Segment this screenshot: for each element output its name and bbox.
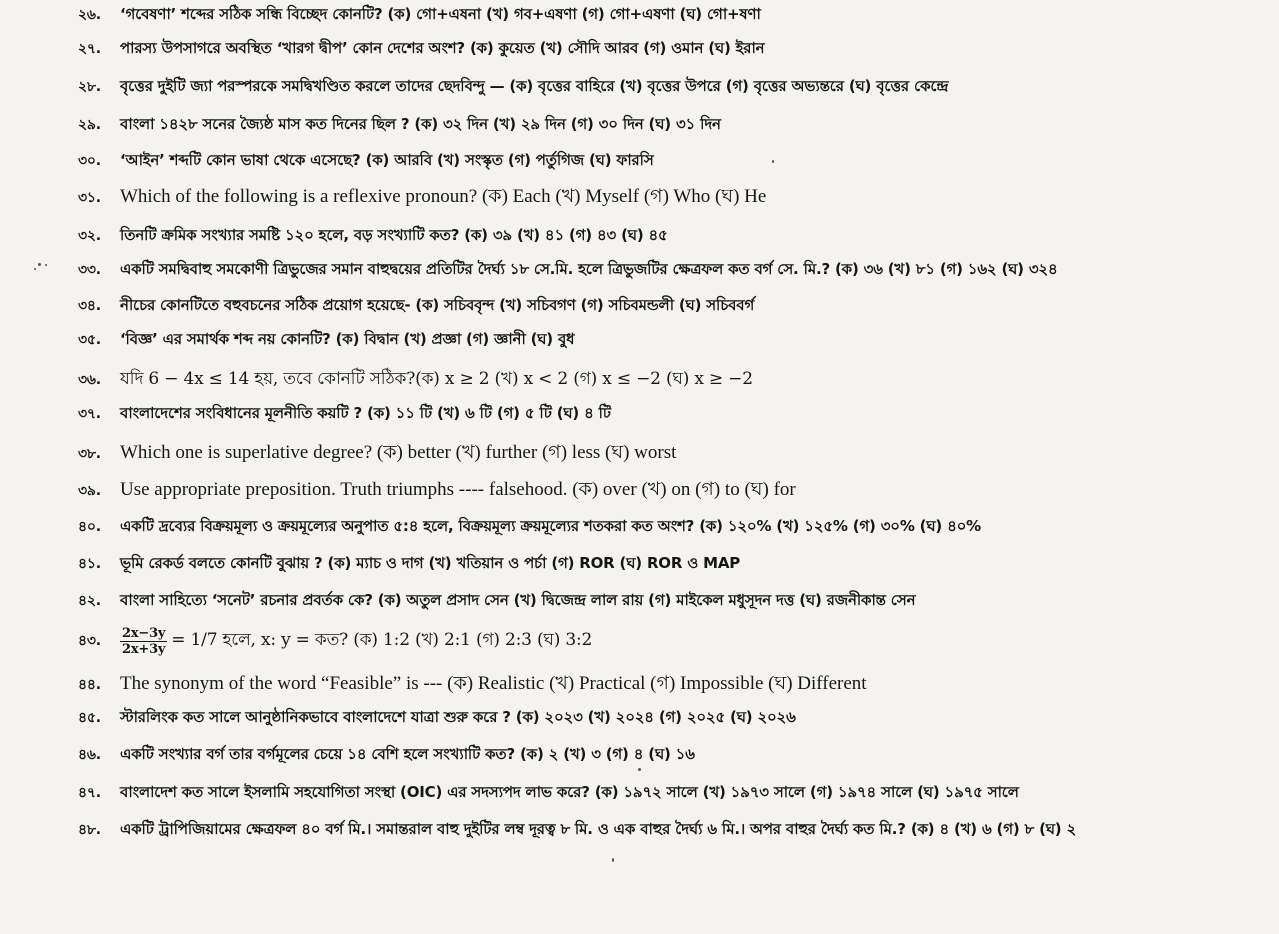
question-number: ৩৫.: [78, 332, 101, 348]
question-text: স্টারলিংক কত সালে আনুষ্ঠানিকভাবে বাংলাদেশে যাত্রা শুরু করে ? (ক) ২০২৩ (খ) ২০২৪ (গ) ২০২৫ (ঘ) ২০২৬: [120, 707, 796, 726]
question-46: [78, 743, 1275, 767]
question-number: ৩৪.: [78, 298, 101, 314]
question-37: [78, 402, 1275, 426]
question-text: Use appropriate preposition. Truth triumphs ---- falsehood. (ক) over (খ) on (গ) to (ঘ) for: [120, 479, 796, 500]
question-number: ৪৫.: [78, 710, 101, 726]
question-number: ৩২.: [78, 228, 101, 244]
question-text: ‘গবেষণা’ শব্দের সঠিক সন্ধি বিচ্ছেদ কোনটি? (ক) গো+এষনা (খ) গব+এষণা (গ) গো+এষণা (ঘ) গো+ষণা: [120, 4, 761, 23]
question-number: ৩৬.: [78, 372, 101, 388]
question-text: ‘আইন’ শব্দটি কোন ভাষা থেকে এসেছে? (ক) আরবি (খ) সংস্কৃত (গ) পর্তুগিজ (ঘ) ফারসি: [120, 150, 654, 169]
question-text: The synonym of the word “Feasible” is --- (ক) Realistic (খ) Practical (গ) Impossible (ঘ) Different: [120, 673, 867, 694]
question-number: ৩৮.: [78, 446, 101, 462]
question-number: ৩৩.: [78, 262, 101, 278]
fraction-denominator: 2x+3y: [122, 641, 166, 657]
question-47: [78, 781, 1275, 805]
fraction: [120, 626, 167, 657]
scan-speck: [638, 768, 641, 771]
question-text: বাংলা সাহিত্যে ‘সনেট’ রচনার প্রবর্তক কে? (ক) অতুল প্রসাদ সেন (খ) দ্বিজেন্দ্র লাল রায় (গ) মাইকেল মধুসূদন দত্ত (ঘ) রজনীকান্ত সেন: [120, 590, 916, 609]
question-42: [78, 589, 1275, 613]
question-44: [78, 672, 1275, 698]
question-35: [78, 328, 1275, 352]
question-41: [78, 551, 1275, 577]
question-31: [78, 185, 1275, 211]
question-number: ৪৬.: [78, 747, 101, 763]
question-33: [78, 258, 1275, 282]
scan-speck: [612, 858, 614, 862]
question-number: ৩১.: [78, 190, 101, 206]
question-text: একটি সমদ্বিবাহু সমকোণী ত্রিভুজের সমান বাহুদ্বয়ের প্রতিটির দৈর্ঘ্য ১৮ সে.মি. হলে ত্রিভুজটির ক্ষেত্রফল কত বর্গ সে. মি.? (ক) ৩৬ (খ) ৮১ (গ) ১৬২ (ঘ) ৩২৪: [120, 259, 1058, 278]
question-text: Which of the following is a reflexive pronoun? (ক) Each (খ) Myself (গ) Who (ঘ) He: [120, 186, 767, 207]
question-43: [78, 620, 1275, 662]
question-text: ‘বিজ্ঞ’ এর সমার্থক শব্দ নয় কোনটি? (ক) বিদ্বান (খ) প্রজ্ঞা (গ) জ্ঞানী (ঘ) বুধ: [120, 329, 575, 348]
question-number: ২৬.: [78, 7, 101, 23]
question-32: [78, 224, 1275, 248]
question-text: ভূমি রেকর্ড বলতে কোনটি বুঝায় ? (ক) ম্যাচ ও দাগ (খ) খতিয়ান ও পর্চা (গ) ROR (ঘ) ROR ও MAP: [120, 553, 741, 572]
question-text: নীচের কোনটিতে বহুবচনের সঠিক প্রয়োগ হয়েছে- (ক) সচিববৃন্দ (খ) সচিবগণ (গ) সচিবমন্ডলী (ঘ) সচিববর্গ: [120, 295, 755, 314]
scan-speck: [45, 264, 47, 266]
question-text: একটি সংখ্যার বর্গ তার বর্গমূলের চেয়ে ১৪ বেশি হলে সংখ্যাটি কত? (ক) ২ (খ) ৩ (গ) ৪ (ঘ) ১৬: [120, 744, 695, 763]
scan-speck: [38, 263, 41, 266]
question-number: ৪৭.: [78, 785, 101, 801]
question-text: একটি দ্রব্যের বিক্রয়মূল্য ও ক্রয়মূল্যের অনুপাত ৫:৪ হলে, বিক্রয়মূল্য ক্রয়মূল্যের শতকরা কত অংশ? (ক) ১২০% (খ) ১২৫% (গ) ৩০% (ঘ) ৪০%: [120, 516, 981, 535]
question-text: একটি ট্রাপিজিয়ামের ক্ষেত্রফল ৪০ বর্গ মি.। সমান্তরাল বাহু দুইটির লম্ব দূরত্ব ৮ মি. ও এক বাহুর দৈর্ঘ্য ৬ মি.। অপর বাহুর দৈর্ঘ্য কত মি.? (ক) ৪ (খ) ৬ (গ) ৮ (ঘ) ২: [120, 819, 1077, 838]
question-38: [78, 441, 1275, 467]
question-number: ৪১.: [78, 556, 101, 572]
question-text: বৃত্তের দুইটি জ্যা পরস্পরকে সমদ্বিখণ্ডিত করলে তাদের ছেদবিন্দু — (ক) বৃত্তের বাহিরে (খ) বৃত্তের উপরে (গ) বৃত্তের অভ্যন্তরে (ঘ) বৃত্তের কেন্দ্রে: [120, 76, 949, 95]
question-text: = 1/7 হলে, x: y = কত? (ক) 1:2 (খ) 2:1 (গ) 2:3 (ঘ) 3:2: [171, 630, 593, 650]
question-39: [78, 478, 1275, 504]
question-number: ৪৩.: [78, 633, 101, 649]
question-number: ৪৪.: [78, 677, 101, 693]
question-40: [78, 515, 1275, 539]
question-number: ৪৮.: [78, 822, 101, 838]
question-text: Which one is superlative degree? (ক) better (খ) further (গ) less (ঘ) worst: [120, 442, 677, 463]
scan-speck: [34, 268, 36, 270]
question-number: ২৯.: [78, 117, 101, 133]
question-text: তিনটি ক্রমিক সংখ্যার সমষ্টি ১২০ হলে, বড় সংখ্যাটি কত? (ক) ৩৯ (খ) ৪১ (গ) ৪৩ (ঘ) ৪৫: [120, 225, 668, 244]
question-text: বাংলাদেশ কত সালে ইসলামি সহযোগিতা সংস্থা (OIC) এর সদস্যপদ লাভ করে? (ক) ১৯৭২ সালে (খ) ১৯৭৩ সালে (গ) ১৯৭৪ সালে (ঘ) ১৯৭৫ সালে: [120, 782, 1019, 801]
question-27: [78, 37, 1275, 61]
question-34: [78, 294, 1275, 318]
question-number: ২৭.: [78, 41, 101, 57]
question-number: ৩৯.: [78, 483, 101, 499]
question-36: [78, 367, 1275, 393]
question-number: ৩০.: [78, 153, 101, 169]
question-28: [78, 75, 1275, 99]
question-number: ৪২.: [78, 593, 101, 609]
question-text: বাংলাদেশের সংবিধানের মূলনীতি কয়টি ? (ক) ১১ টি (খ) ৬ টি (গ) ৫ টি (ঘ) ৪ টি: [120, 403, 611, 422]
question-26: [78, 4, 1275, 26]
question-45: [78, 706, 1275, 730]
question-number: ২৮.: [78, 79, 101, 95]
question-48: [78, 818, 1275, 842]
question-29: [78, 113, 1275, 137]
question-30: [78, 149, 1275, 173]
fraction-numerator: 2x−3y: [122, 625, 166, 641]
question-number: ৩৭.: [78, 406, 101, 422]
question-number: ৪০.: [78, 519, 101, 535]
question-text: পারস্য উপসাগরে অবস্থিত ‘খারগ দ্বীপ’ কোন দেশের অংশ? (ক) কুয়েত (খ) সৌদি আরব (গ) ওমান (ঘ) ইরান: [120, 38, 765, 57]
question-text: যদি 6 − 4x ≤ 14 হয়, তবে কোনটি সঠিক?(ক) x ≥ 2 (খ) x < 2 (গ) x ≤ −2 (ঘ) x ≥ −2: [120, 369, 753, 389]
question-text: বাংলা ১৪২৮ সনের জ্যৈষ্ঠ মাস কত দিনের ছিল ? (ক) ৩২ দিন (খ) ২৯ দিন (গ) ৩০ দিন (ঘ) ৩১ দিন: [120, 114, 721, 133]
scan-speck: [772, 160, 774, 163]
